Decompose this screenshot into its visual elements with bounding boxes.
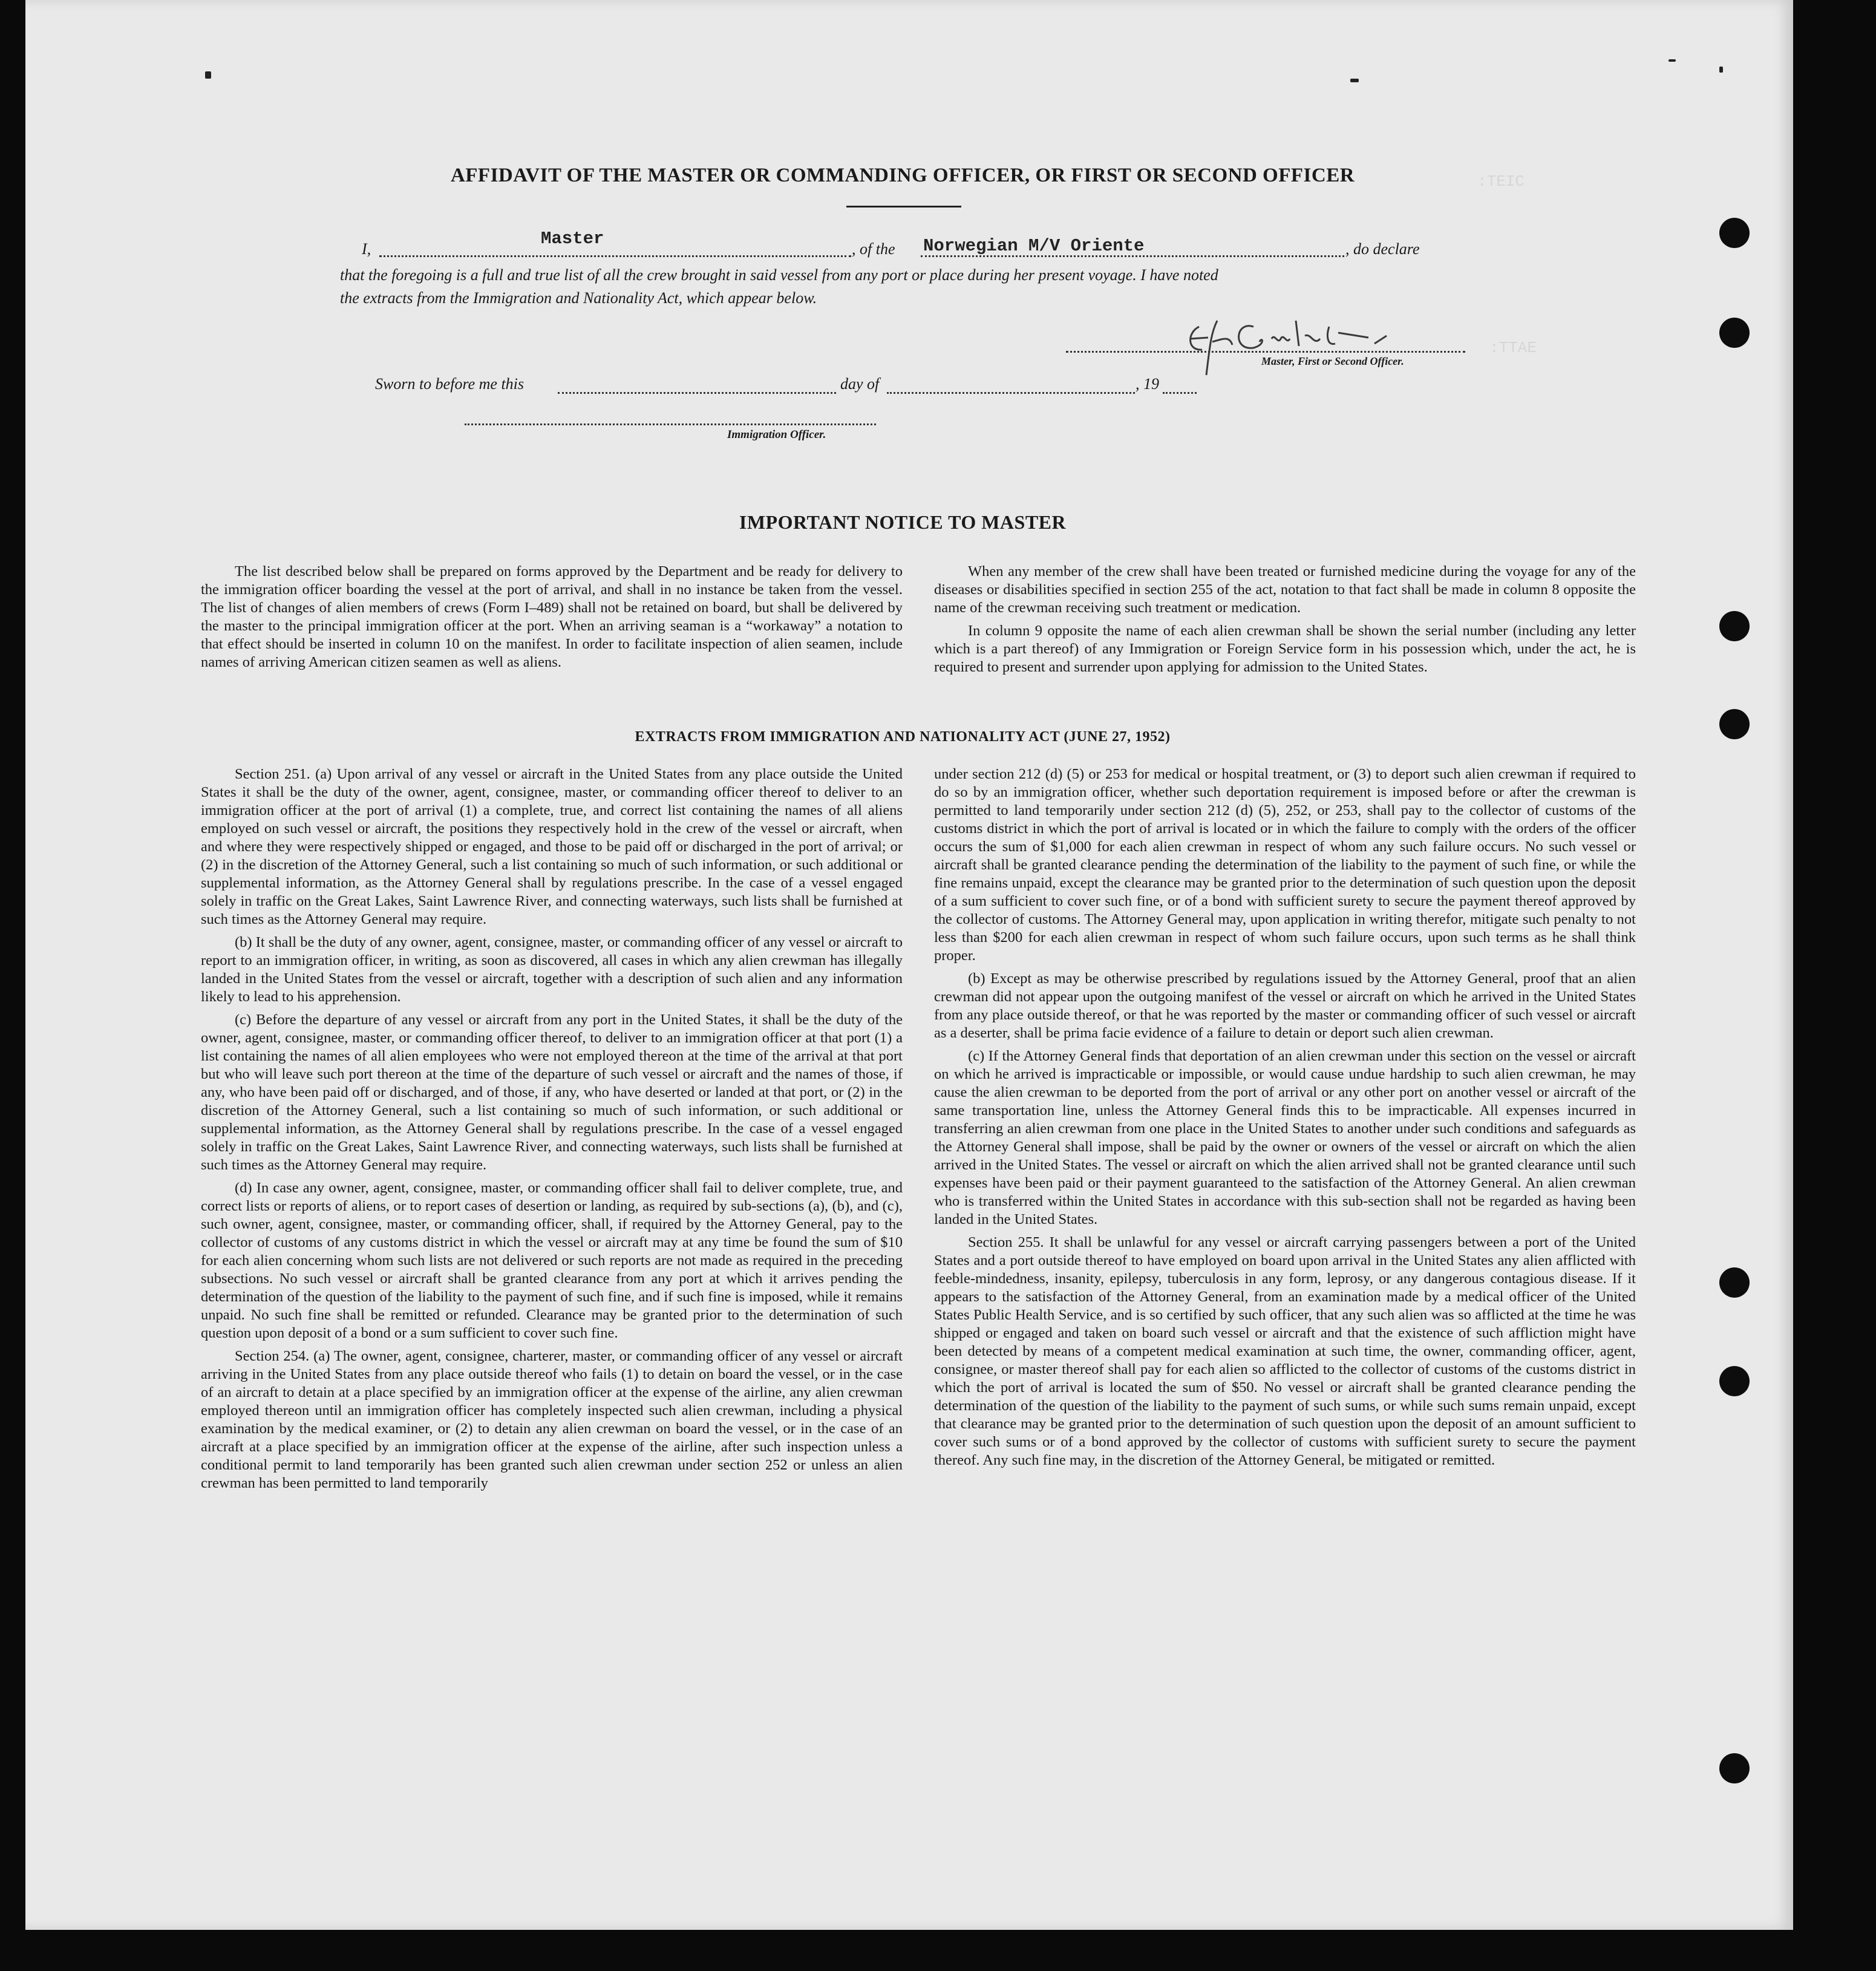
punch-hole [1719,611,1750,641]
immigration-officer-line [465,423,876,425]
extract-paragraph: (d) In case any owner, agent, consignee, master, or commanding officer shall fail to deliver complete, true, and correct lists or reports of aliens, or to report cases of desertion or landing, as required by sub-sections (a), (b), and (c), such owner, agent, consignee, master, or commanding officer, shall, if required by the Attorney General, pay to the collector of customs of any customs district in which the vessel or aircraft may at any time be found the sum of $10 for each alien concerning whom such lists are not delivered or such reports are not made as required in the preceding subsections. No such vessel or aircraft shall be granted clearance from any port at which it arrives pending the determination of the question of the liability to the payment of such fine, and if such fine is imposed, while it remains unpaid. No such fine shall be remitted or refunded. Clearance may be granted prior to the determination of such question upon deposit of a bond or a sum sufficient to cover such fine. [201,1180,903,1341]
notice-title: IMPORTANT NOTICE TO MASTER [739,511,1067,533]
extract-paragraph: (b) Except as may be otherwise prescribed by regulations issued by the Attorney General, proof that an alien crewman did not appear upon the outgoing manifest of the vessel or aircraft on which he arrived in the United States from any place outside thereof, or that he was reported by the master or commanding officer of such vessel or aircraft as a deserter, shall be prima facie evidence of a failure to detain or deport such alien crewman. [934,970,1636,1041]
of-the-label: , of the [852,240,895,258]
punch-hole [1719,318,1750,348]
master-line [379,255,851,257]
notice-paragraph: When any member of the crew shall have been treated or furnished medicine during the voyage for any of the diseases or disabilities specified in section 255 of the act, notation to that fact shall be made in column 8 opposite the name of the crewman receiving such treatment or medication. [934,563,1636,616]
notice-paragraph: The list described below shall be prepared on forms approved by the Department and be ready for delivery to the immigration officer boarding the vessel at the port of arrival, and shall in no instance be taken from the vessel. The list of changes of alien members of crews (Form I–489) shall not be retained on board, but shall be delivered by the master to the principal immigration officer at the port. When an arriving seaman is a “workaway” a notation to that effect should be inserted in column 10 on the manifest. In order to facilitate inspection of alien seamen, include names of arriving American citizen seamen as well as aliens. [201,563,903,670]
month-line [887,392,1135,394]
i-label: I, [362,240,371,258]
extract-paragraph: Section 255. It shall be unlawful for any vessel or aircraft carrying passengers between a port of the United States and a port outside thereof to have employed on board upon arrival in the United States any alien afflicted with feeble-mindedness, insanity, epilepsy, tuberculosis in any form, leprosy, or any dangerous contagious disease. If it appears to the satisfaction of the Attorney General, from an examination made by a medical officer of the United States Public Health Service, and is so certified by such officer, that any such alien was so afflicted at the time he was shipped or engaged and taken on board such vessel or aircraft and that the existence of such affliction might have been detected by means of a competent medical examination at such time, the owner, commanding officer, agent, consignee, or master thereof shall pay for each alien so afflicted to the collector of customs of the customs district in which the port of arrival is located the sum of $50. No vessel or aircraft shall be granted clearance pending the determination of the question of the liability to the payment of such sums, or while such sums remain unpaid, except that clearance may be granted prior to the determination of such question upon the deposit of an amount sufficient to cover such sums or of a bond approved by the collector of customs with sufficient surety to secure the payment thereof. Any such fine may, in the discretion of the Attorney General, be mitigated or remitted. [934,1234,1636,1468]
declaration-line-1: that the foregoing is a full and true list of all the crew brought in said vessel from any port or place during her present voyage. I have noted [340,266,1218,284]
title-underline [846,206,961,208]
day-of-label: day of [840,375,880,393]
vessel-value: Norwegian M/V Oriente [923,236,1145,256]
document-page [25,0,1793,1930]
do-declare-label: , do declare [1345,240,1420,258]
punch-hole [1719,1753,1750,1783]
punch-hole [1719,1267,1750,1298]
year-prefix: , 19 [1136,375,1159,393]
scan-speck [1668,59,1676,62]
signature-caption: Master, First or Second Officer. [1261,355,1404,367]
extracts-left-column [201,765,903,1497]
scan-speck [1719,67,1723,73]
officer-caption: Immigration Officer. [727,428,826,441]
sworn-label: Sworn to before me this [375,375,525,393]
notice-paragraph: In column 9 opposite the name of each alien crewman shall be shown the serial number (including any letter which is a part thereof) of any Immigration or Foreign Service form in his possession which, under the act, he is required to present and surrender upon applying for admission to the United States. [934,623,1636,675]
extract-paragraph: (b) It shall be the duty of any owner, agent, consignee, master, or commanding officer of any vessel or aircraft to report to an immigration officer, in writing, as soon as discovered, all cases in which any alien crewman has illegally landed in the United States from the vessel or aircraft, together with a description of such alien and any information likely to lead to his apprehension. [201,934,903,1005]
notice-left-column [201,563,903,676]
affidavit-title: AFFIDAVIT OF THE MASTER OR COMMANDING OFFICER, OR FIRST OR SECOND OFFICER [450,165,1355,186]
master-value: Master [541,229,604,249]
extracts-title: EXTRACTS FROM IMMIGRATION AND NATIONALITY ACT (JUNE 27, 1952) [635,729,1171,745]
bleed-through-text: :TTAE [1489,339,1537,357]
year-line [1163,392,1197,394]
extract-paragraph: (c) If the Attorney General finds that deportation of an alien crewman under this section on the vessel or aircraft on which he arrived is impracticable or impossible, or would cause undue hardship to such alien crewman, he may cause the alien crewman to be deported from the port of arrival or any other port on another vessel or aircraft of the same transportation line, unless the Attorney General finds this to be impracticable. All expenses incurred in transferring an alien crewman from one place in the United States to another under such conditions and safeguards as the Attorney General shall impose, shall be paid by the owner or owners of the vessel or aircraft on which the alien arrived in the United States. The vessel or aircraft on which the alien arrived shall not be granted clearance until such expenses have been paid or their payment guaranteed to the satisfaction of the Attorney General. An alien crewman who is transferred within the United States in accordance with this sub-section shall not be regarded as having been landed in the United States. [934,1048,1636,1227]
extract-paragraph: Section 254. (a) The owner, agent, consignee, charterer, master, or commanding officer of any vessel or aircraft arriving in the United States from any place outside thereof who fails (1) to detain on board the vessel, or in the case of an aircraft to detain at a place specified by an immigration officer at the expense of the airline, any alien crewman employed thereon until an immigration officer has completely inspected such alien crewman, including a physical examination by the medical examiner, or (2) to detain any alien crewman on board the vessel, or in the case of an aircraft at a place specified by an immigration officer at the expense of the airline, after such inspection unless a conditional permit to land temporarily has been granted such alien crewman under section 252 or unless an alien crewman has been permitted to land temporarily [201,1348,903,1491]
scan-speck [205,71,211,79]
signature-line [1066,351,1465,353]
extract-paragraph: Section 251. (a) Upon arrival of any vessel or aircraft in the United States from any place outside the United States it shall be the duty of the owner, agent, consignee, master, or commanding officer thereof to deliver to an immigration officer at the port of arrival (1) a complete, true, and correct list containing the names of all aliens employed on such vessel or aircraft, the positions they respectively hold in the crew of the vessel or aircraft, when and where they were respectively shipped or engaged, and those to be paid off or discharged in the port of arrival; or (2) in the discretion of the Attorney General, such a list containing so much of such information, or such additional or supplemental information, as the Attorney General shall by regulations prescribe. In the case of a vessel engaged solely in traffic on the Great Lakes, Saint Lawrence River, and connecting waterways, such lists shall be furnished at such times as the Attorney General may require. [201,766,903,927]
punch-hole [1719,218,1750,248]
scan-speck [1350,79,1359,82]
notice-right-column [934,563,1636,681]
sworn-day-line [558,392,836,394]
punch-hole [1719,1366,1750,1396]
bleed-through-text: :TEIC [1477,172,1525,191]
declaration-line-2: the extracts from the Immigration and Nationality Act, which appear below. [340,289,817,307]
extract-paragraph: (c) Before the departure of any vessel or aircraft from any port in the United States, it shall be the duty of the owner, agent, consignee, master, or commanding officer thereof, to deliver to an immigration officer at that port (1) a list containing the names of all alien employees who were not employed thereon at the time of the arrival at that port but who will leave such port thereon at the time of the departure of such vessel or aircraft and the names of those, if any, who have been paid off or discharged, and of those, if any, who have deserted or landed at that port, or (2) in the discretion of the Attorney General, such a list containing so much of such information, or such additional or supplemental information, as the Attorney General shall by regulations prescribe. In the case of a vessel engaged solely in traffic on the Great Lakes, Saint Lawrence River, and connecting waterways, such lists shall be furnished at such times as the Attorney General may require. [201,1012,903,1173]
extract-paragraph: under section 212 (d) (5) or 253 for medical or hospital treatment, or (3) to deport such alien crewman if required to do so by an immigration officer, whether such deportation requirement is imposed before or after the crewman is permitted to land temporarily under section 212 (d) (5), 252, or 253, shall pay to the collector of customs of the customs district in which the port of arrival is located or in which the failure to comply with the orders of the officer occurs the sum of $1,000 for each alien crewman in respect of whom any such failure occurs. No such vessel or aircraft shall be granted clearance pending the determination of the liability to the payment of such fine, or while the fine remains unpaid, except the clearance may be granted prior to the determination of such question upon the deposit of a sum sufficient to cover such fine, or of a bond with sufficient surety to secure the payment thereof approved by the collector of customs. The Attorney General may, upon application in writing therefor, mitigate such penalty to not less than $200 for each alien crewman in respect of whom such failure occurs, upon such terms as he shall think proper. [934,766,1636,964]
extracts-right-column [934,765,1636,1474]
signature-image [1175,309,1429,381]
